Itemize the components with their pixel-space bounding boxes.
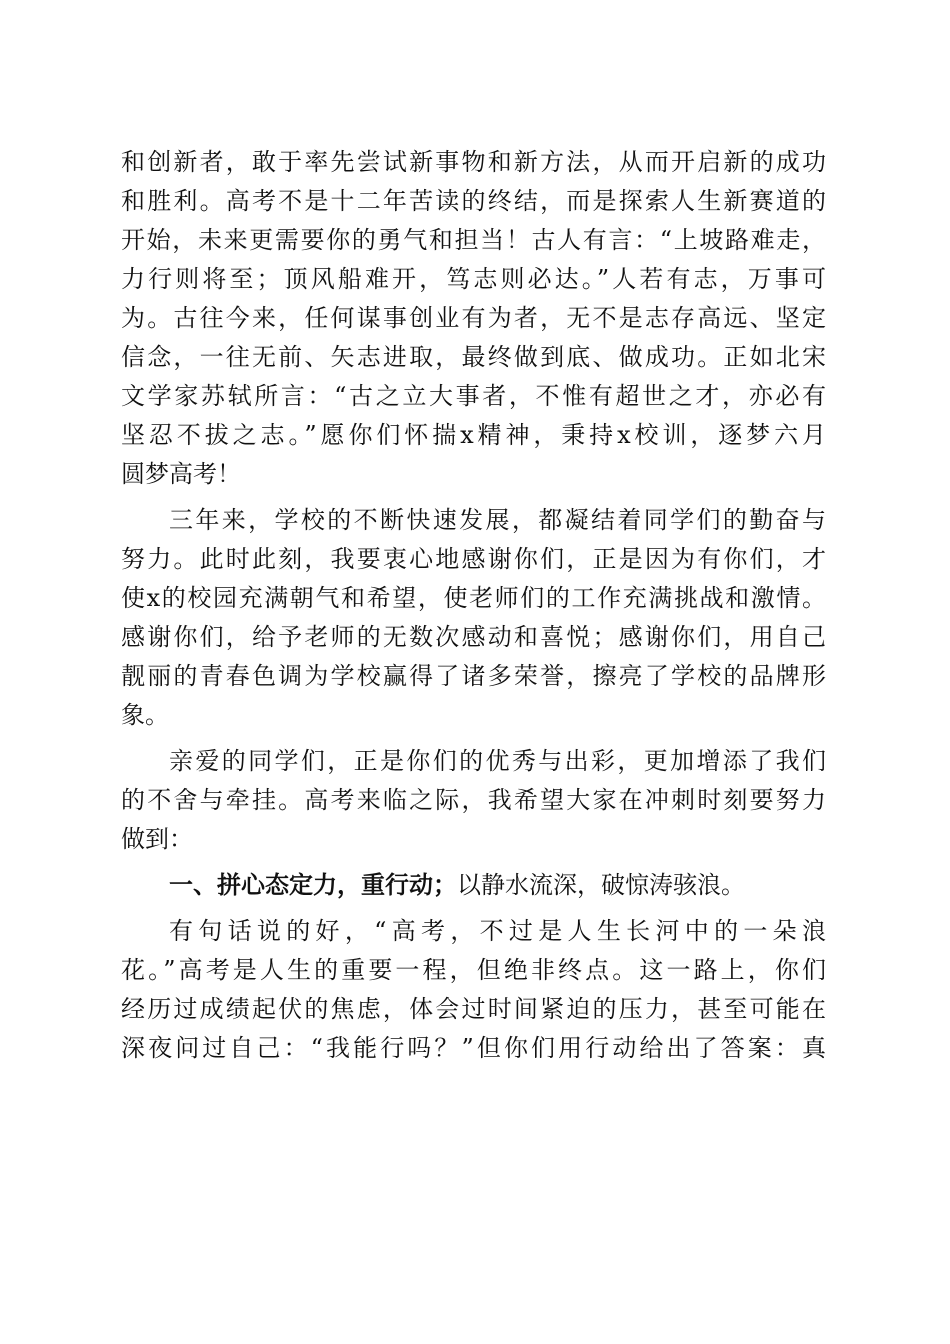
text-line: 坚忍不拔之志。”愿你们怀揣x精神，秉持x校训，逐梦六月 [121, 421, 826, 449]
text-line: 为。古往今来，任何谋事创业有为者，无不是志存高远、坚定 [121, 304, 826, 332]
paragraph-1 [121, 143, 826, 494]
text-line: 圆梦高考！ [121, 460, 241, 488]
text-line: 和创新者，敢于率先尝试新事物和新方法，从而开启新的成功 [121, 148, 826, 176]
text-line: 有句话说的好，“高考，不过是人生长河中的一朵浪 [169, 917, 826, 945]
text-line: 和胜利。高考不是十二年苦读的终结，而是探索人生新赛道的 [121, 187, 826, 215]
text-line: 感谢你们，给予老师的无数次感动和喜悦；感谢你们，用自己 [121, 623, 826, 651]
text-line: 力行则将至；顶风船难开，笃志则必达。”人若有志，万事可 [121, 265, 826, 293]
text-line: 努力。此时此刻，我要衷心地感谢你们，正是因为有你们，才 [121, 545, 826, 573]
text-line: 文学家苏轼所言：“古之立大事者，不惟有超世之才，亦必有 [121, 382, 826, 410]
text-line: 亲爱的同学们，正是你们的优秀与出彩，更加增添了我们 [169, 747, 826, 775]
paragraph-2 [121, 501, 826, 735]
heading-rest-text: 以静水流深，破惊涛骇浪。 [457, 871, 745, 899]
document-body [121, 143, 826, 1068]
text-line: 象。 [121, 701, 169, 729]
text-line: 三年来，学校的不断快速发展，都凝结着同学们的勤奋与 [169, 506, 826, 534]
text-line: 经历过成绩起伏的焦虑，体会过时间紧迫的压力，甚至可能在 [121, 995, 826, 1023]
heading-bold-text: 一、拼心态定力，重行动； [169, 871, 457, 899]
text-line: 花。”高考是人生的重要一程，但绝非终点。这一路上，你们 [121, 956, 826, 984]
text-line: 信念，一往无前、矢志进取，最终做到底、做成功。正如北宋 [121, 343, 826, 371]
text-line: 深夜问过自己：“我能行吗？”但你们用行动给出了答案：真 [121, 1034, 826, 1062]
text-line: 使x的校园充满朝气和希望，使老师们的工作充满挑战和激情。 [121, 584, 826, 612]
text-line: 做到： [121, 825, 193, 853]
paragraph-3 [121, 742, 826, 859]
text-line: 开始，未来更需要你的勇气和担当！古人有言：“上坡路难走， [121, 226, 826, 254]
paragraph-5 [121, 912, 826, 1068]
text-line: 靓丽的青春色调为学校赢得了诸多荣誉，擦亮了学校的品牌形 [121, 662, 826, 690]
section-heading [121, 866, 826, 905]
text-line: 的不舍与牵挂。高考来临之际，我希望大家在冲刺时刻要努力 [121, 786, 826, 814]
